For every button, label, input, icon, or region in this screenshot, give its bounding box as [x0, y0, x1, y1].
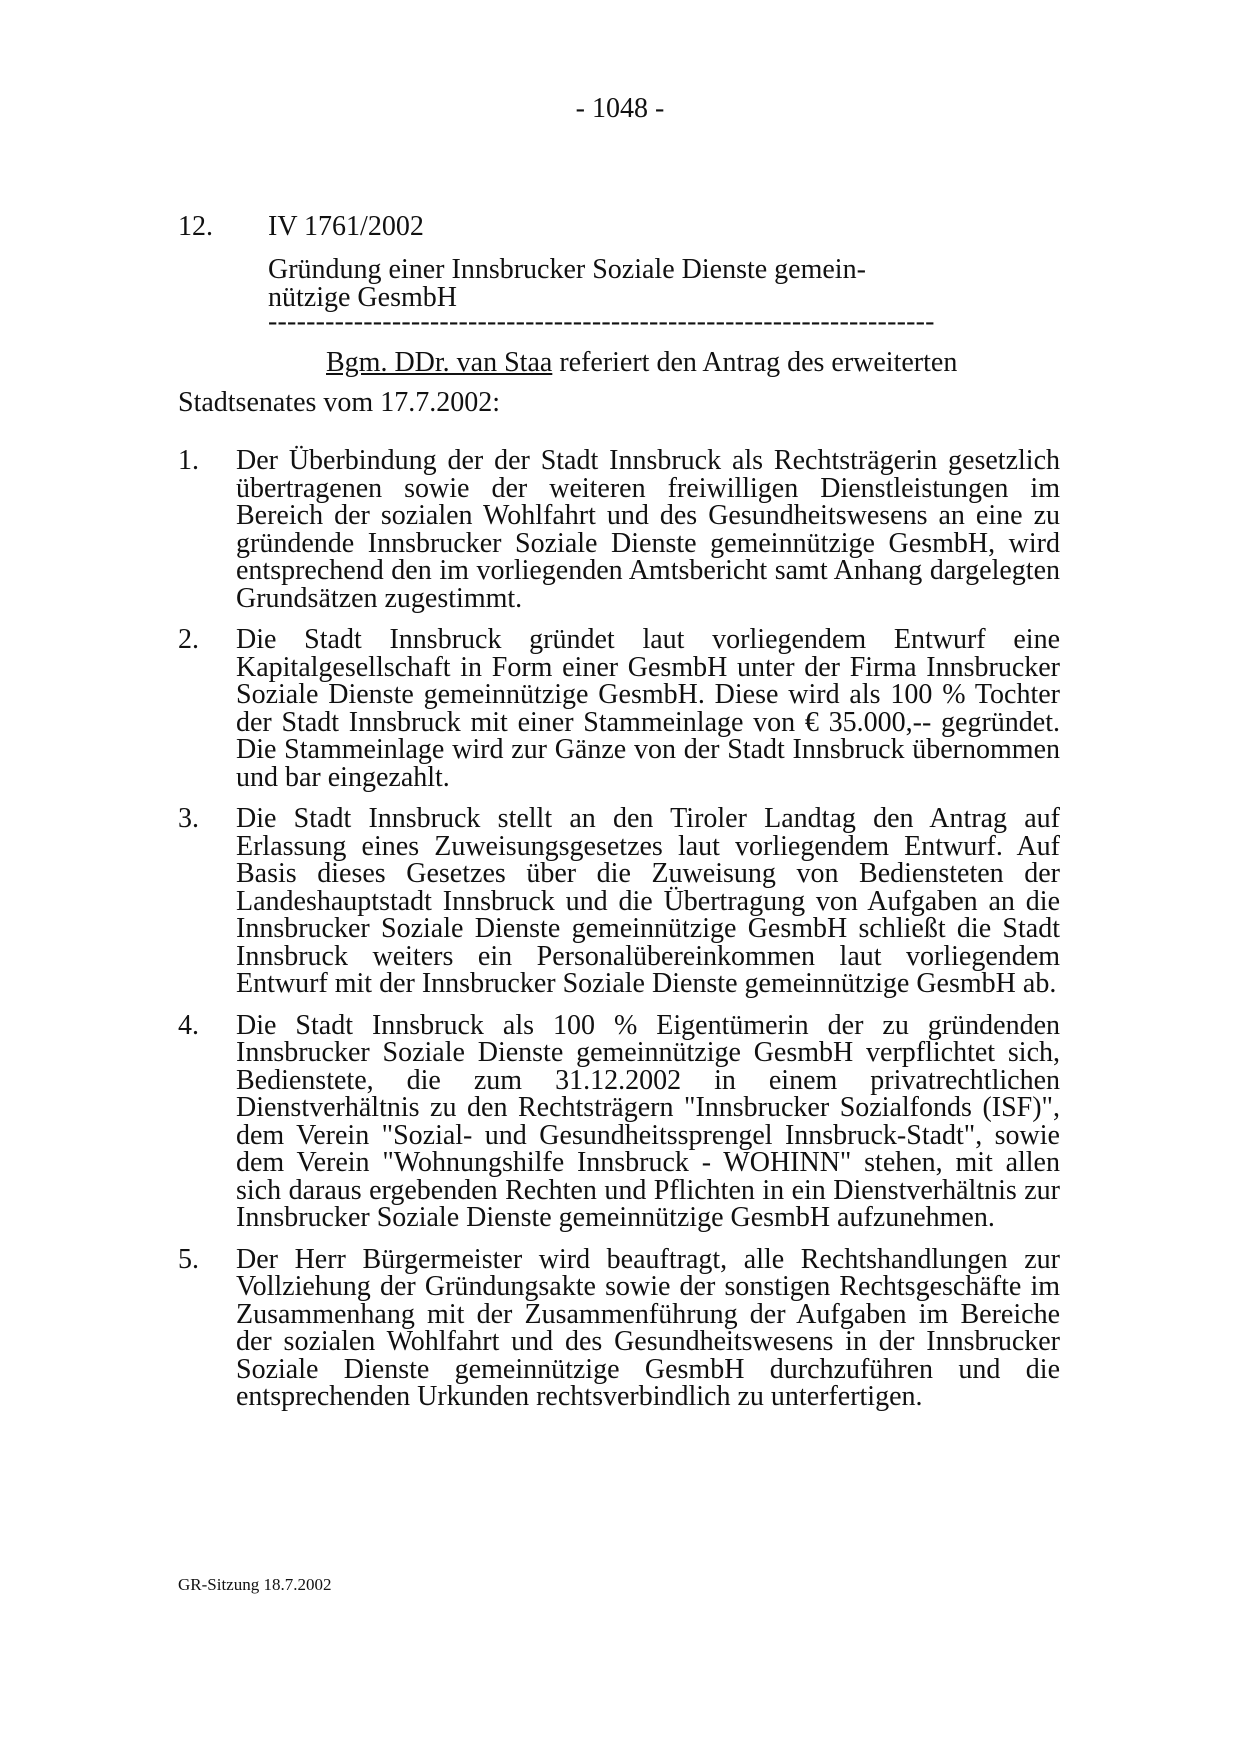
subject-line: nützige GesmbH	[268, 282, 457, 313]
resolution-text: Die Stadt Innsbruck als 100 % Eigentümerin der zu gründenden Innsbrucker Soziale Dienste gemeinnützige GesmbH verpflichtet sich, Bedienstete, die zum 31.12.2002 in einem privatrechtlichen Dienstverhältnis zu den Rechtsträgern "Innsbrucker Sozialfonds (ISF)", dem Verein "Sozial- und Gesundheitssprengel Innsbruck-Stadt", sowie dem Verein "Wohnungshilfe Innsbruck - WOHINN" stehen, mit allen sich daraus ergebenden Rechten und Pflichten in ein Dienstverhältnis zur Innsbrucker Soziale Dienste gemeinnützige GesmbH aufzunehmen.	[236, 1009, 1060, 1233]
page-footer: GR-Sitzung 18.7.2002	[178, 1575, 332, 1594]
page-number: - 1048 -	[575, 93, 665, 124]
agenda-item-reference: IV 1761/2002	[268, 211, 424, 242]
resolution-list	[178, 447, 1060, 1425]
resolution-number: 2.	[178, 624, 199, 655]
resolution-text: Die Stadt Innsbruck gründet laut vorliegendem Entwurf eine Kapitalgesellschaft in Form einer GesmbH unter der Firma Innsbrucker Soziale Dienste gemeinnützige GesmbH. Diese wird als 100 % Tochter der Stadt Innsbruck mit einer Stammeinlage von € 35.000,-- gegründet. Die Stammeinlage wird zur Gänze von der Stadt Innsbruck übernommen und bar eingezahlt.	[236, 624, 1060, 793]
resolution-number: 4.	[178, 1009, 199, 1041]
speaker-name: Bgm. DDr. van Staa	[326, 347, 553, 378]
intro-text-line2: Stadtsenates vom 17.7.2002:	[178, 387, 500, 418]
agenda-item-number: 12.	[178, 211, 213, 242]
resolution-text: Der Herr Bürgermeister wird beauftragt, alle Rechtshandlungen zur Vollziehung der Gründungsakte sowie der sonstigen Rechtsgeschäfte im Zusammenhang mit der Zusammenführung der Aufgaben im Bereiche der sozialen Wohlfahrt und des Gesundheitswesens in der Innsbrucker Soziale Dienste gemeinnützige GesmbH durchzuführen und die entsprechenden Urkunden rechtsverbindlich zu unterfertigen.	[236, 1243, 1060, 1412]
resolution-number: 5.	[178, 1243, 199, 1275]
intro-text: referiert den Antrag des erweiterten	[552, 347, 958, 378]
separator-line: ----------------------------------------------------------------------	[268, 306, 935, 337]
resolution-number: 1.	[178, 445, 199, 476]
resolution-item	[178, 1243, 1060, 1412]
resolution-item	[178, 626, 1060, 791]
resolution-text: Der Überbindung der der Stadt Innsbruck als Rechtsträgerin gesetzlich übertragenen sowie der weiteren freiwilligen Dienstleistungen im Bereich der sozialen Wohlfahrt und des Gesundheitswesens an eine zu gründende Innsbrucker Soziale Dienste gemeinnützige GesmbH, wird entsprechend den im vorliegenden Amtsbericht samt Anhang dargelegten Grundsätzen zugestimmt.	[236, 445, 1060, 614]
agenda-item-subject	[268, 256, 908, 312]
resolution-number: 3.	[178, 803, 199, 834]
resolution-item	[178, 805, 1060, 998]
resolution-text: Die Stadt Innsbruck stellt an den Tiroler Landtag den Antrag auf Erlassung eines Zuweisungsgesetzes laut vorliegendem Entwurf. Auf Basis dieses Gesetzes über die Zuweisung von Bediensteten der Landeshauptstadt Innsbruck und die Übertragung von Aufgaben an die Innsbrucker Soziale Dienste gemeinnützige GesmbH schließt die Stadt Innsbruck weiters ein Personalübereinkommen laut vorliegendem Entwurf mit der Innsbrucker Soziale Dienste gemeinnützige GesmbH ab.	[236, 803, 1060, 999]
subject-line: Gründung einer Innsbrucker Soziale Dienste gemein-	[268, 254, 866, 285]
resolution-item	[178, 447, 1060, 612]
intro-paragraph	[178, 343, 1078, 423]
resolution-item	[178, 1009, 1060, 1233]
